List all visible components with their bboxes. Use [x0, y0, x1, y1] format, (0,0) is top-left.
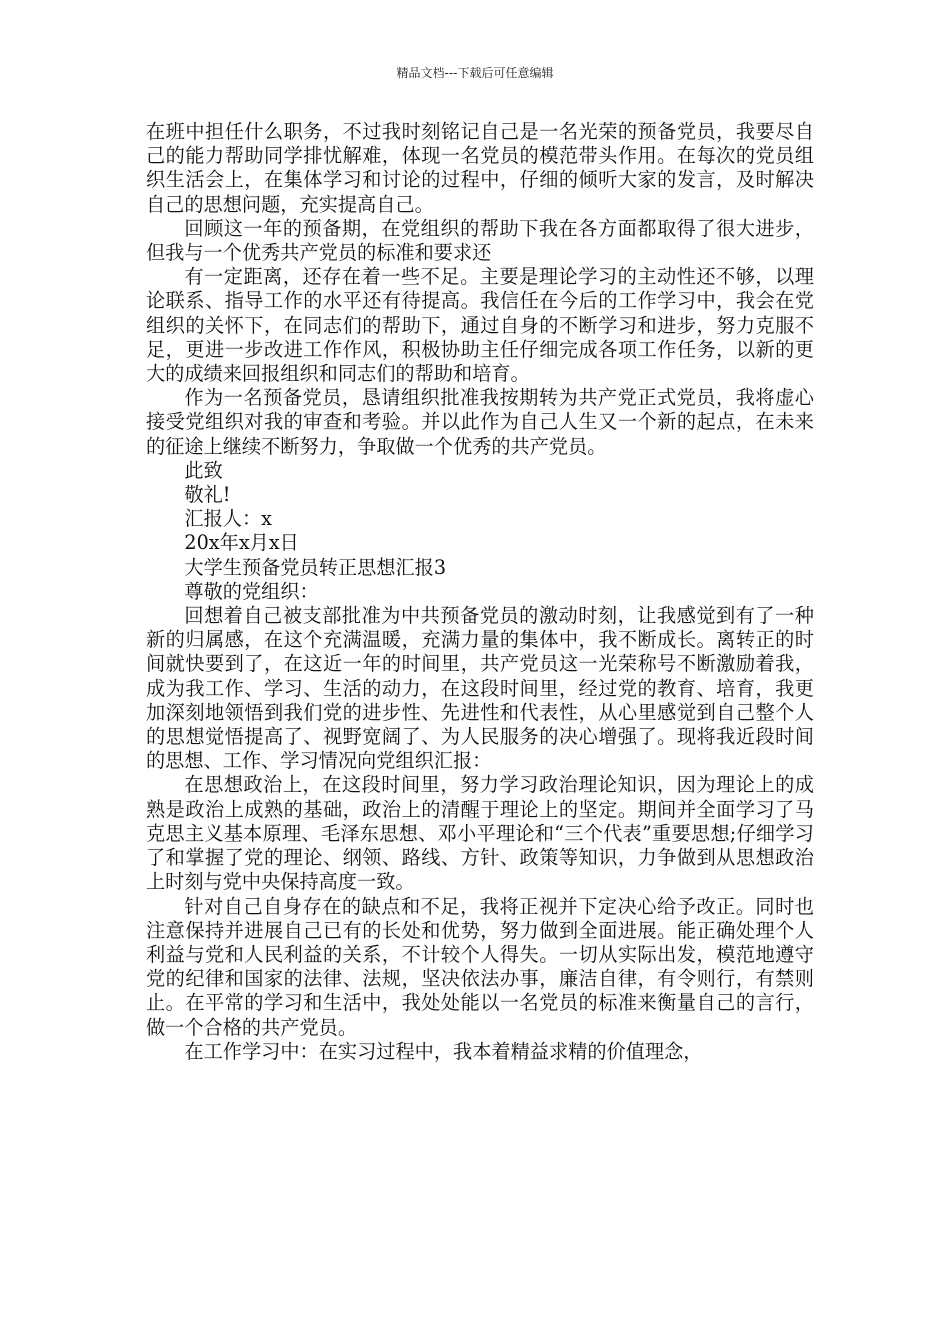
paragraph-review: 回顾这一年的预备期，在党组织的帮助下我在各方面都取得了很大进步，但我与一个优秀共产党员的标准和要求还 — [146, 216, 814, 265]
section-title: 大学生预备党员转正思想汇报3 — [184, 555, 447, 579]
paragraph-politics: 在思想政治上，在这段时间里，努力学习政治理论知识，因为理论上的成熟是政治上成熟的基础，政治上的清醒于理论上的坚定。期间并全面学习了马克思主义基本原理、毛泽东思想、邓小平理论和“三个代表”重要思想;仔细学习了和掌握了党的理论、纲领、路线、方针、政策等知识，力争做到从思想政治上时刻与党中央保持高度一致。 — [146, 773, 814, 894]
closing-salute: 敬礼! — [184, 483, 231, 507]
date-line: 20x年x月x日 — [184, 531, 299, 555]
page-header: 精品文档---下载后可任意编辑 — [396, 66, 554, 80]
paragraph-self-improvement: 针对自己自身存在的缺点和不足，我将正视并下定决心给予改正。同时也注意保持并进展自己已有的长处和优势，努力做到全面进展。能正确处理个人利益与党和人民利益的关系，不计较个人得失。一切从实际出发，模范地遵守党的纪律和国家的法律、法规，坚决依法办事，廉洁自律，有令则行，有禁则止。在平常的学习和生活中，我处处能以一名党员的标准来衡量自己的言行，做一个合格的共产党员。 — [146, 894, 814, 1039]
paragraph-shortcomings: 有一定距离，还存在着一些不足。主要是理论学习的主动性还不够，以理论联系、指导工作的水平还有待提高。我信任在今后的工作学习中，我会在党组织的关怀下，在同志们的帮助下，通过自身的不断学习和进步，努力克服不足，更进一步改进工作作风，积极协助主任仔细完成各项工作任务，以新的更大的成绩来回报组织和同志们的帮助和培育。 — [146, 265, 814, 386]
salutation: 尊敬的党组织： — [184, 579, 319, 603]
paragraph-duties: 在班中担任什么职务，不过我时刻铭记自己是一名光荣的预备党员，我要尽自己的能力帮助同学排忧解难，体现一名党员的模范带头作用。在每次的党员组织生活会上，在集体学习和讨论的过程中，仔细的倾听大家的发言，及时解决自己的思想问题，充实提高自己。 — [146, 120, 814, 216]
reporter-line: 汇报人：x — [184, 507, 272, 531]
closing-greeting: 此致 — [184, 458, 223, 482]
paragraph-recollection: 回想着自己被支部批准为中共预备党员的激动时刻，让我感觉到有了一种新的归属感，在这个充满温暖，充满力量的集体中，我不断成长。离转正的时间就快要到了，在这近一年的时间里，共产党员这一光荣称号不断激励着我，成为我工作、学习、生活的动力，在这段时间里，经过党的教育、培育，我更加深刻地领悟到我们党的进步性、先进性和代表性，从心里感觉到自己整个人的思想觉悟提高了、视野宽阔了、为人民服务的决心增强了。现将我近段时间的思想、工作、学习情况向党组织汇报： — [146, 604, 814, 773]
paragraph-work-study: 在工作学习中：在实习过程中，我本着精益求精的价值理念， — [184, 1039, 703, 1063]
document-body — [146, 120, 814, 1064]
paragraph-request: 作为一名预备党员，恳请组织批准我按期转为共产党正式党员，我将虚心接受党组织对我的审查和考验。并以此作为自己人生又一个新的起点，在未来的征途上继续不断努力，争取做一个优秀的共产党员。 — [146, 386, 814, 458]
